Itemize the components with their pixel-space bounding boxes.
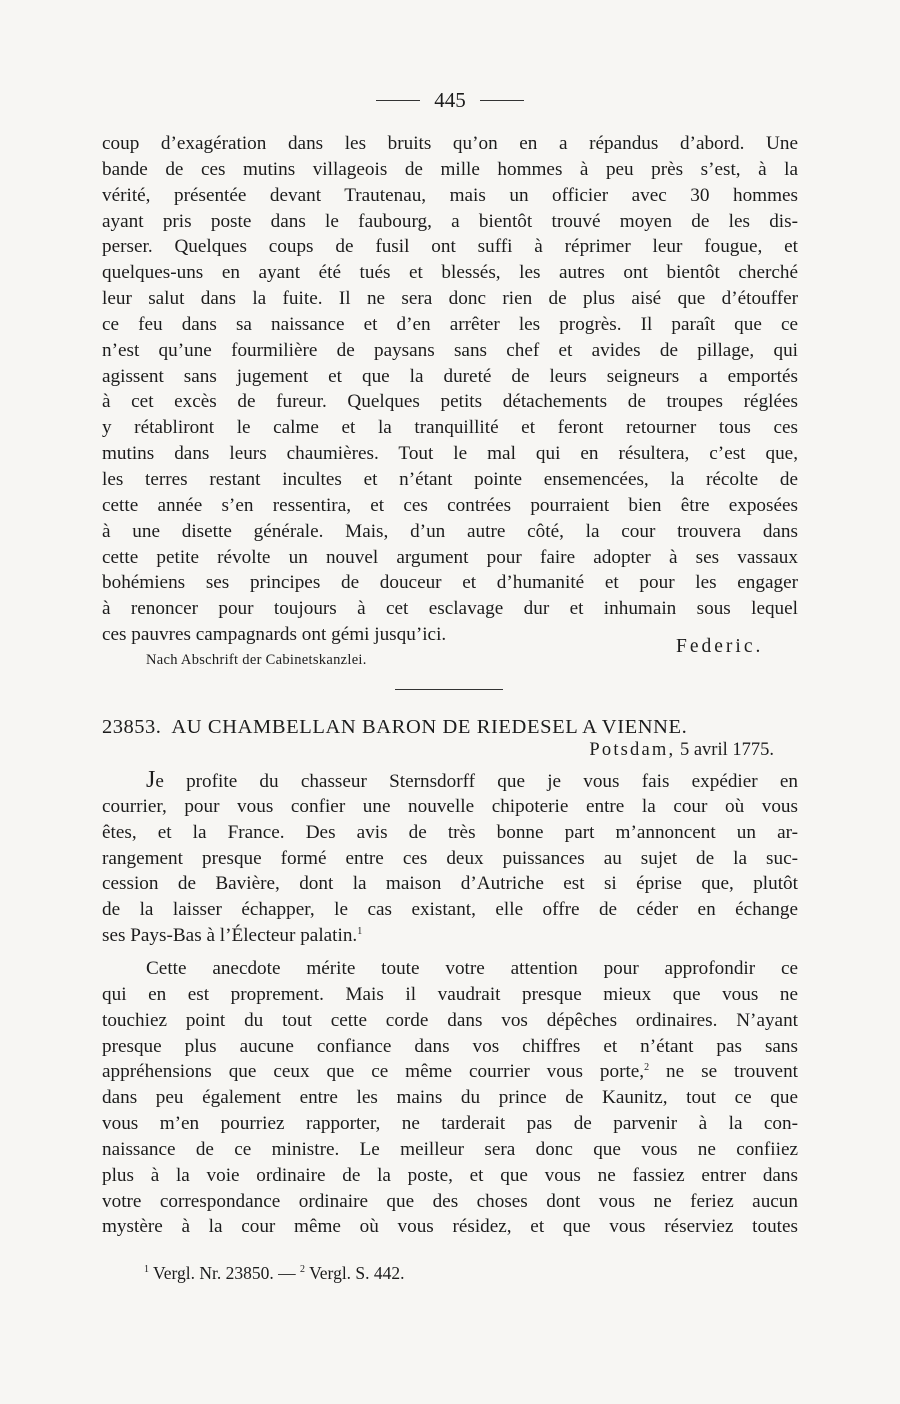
page-header: [0, 88, 900, 113]
text-line: perser. Quelques coups de fusil ont suffi à réprimer leur fougue, et: [102, 236, 798, 258]
signature: Federic.: [676, 636, 764, 657]
text-line: [102, 1059, 798, 1085]
letter-number: 23853.: [102, 716, 162, 738]
paragraph-letter-2: [102, 956, 798, 1240]
text-line: bohémiens ses principes de douceur et d’humanité et pour les engager: [102, 572, 798, 594]
footnote-mark: 2: [300, 1264, 306, 1275]
text-line: mystère à la cour même où vous résidez, et que vous réserviez toutes: [102, 1216, 798, 1238]
text-line: coup d’exagération dans les bruits qu’on en a répandus d’abord. Une: [102, 133, 798, 154]
text-line: ayant pris poste dans le faubourg, a bientôt trouvé moyen de les dis-: [102, 210, 798, 232]
text-line: êtes, et la France. Des avis de très bonne part m’annoncent un ar-: [102, 821, 798, 843]
text-line: agissent sans jugement et que la dureté de leurs seigneurs a emportés: [102, 365, 798, 387]
paragraph-letter-1: [102, 768, 798, 949]
text-line: quelques-uns en ayant été tués et blessés, les autres ont bientôt cherché: [102, 262, 798, 284]
text-line: leur salut dans la fuite. Il ne sera donc rien de plus aisé que d’étouffer: [102, 288, 798, 310]
text-line: touchiez point du tout cette corde dans vos dépêches ordinaires. N’ayant: [102, 1009, 798, 1031]
text-line: vérité, présentée devant Trautenau, mais un officier avec 30 hommes: [102, 184, 798, 206]
text-span: e profite du chasseur Sternsdorff que je vous fais expédier en: [155, 771, 798, 792]
text-line: à renoncer pour toujours à cet esclavage dur et inhumain sous lequel: [102, 598, 798, 620]
text-line: les terres restant incultes et n’étant pointe ensemencées, la récolte de: [102, 468, 798, 490]
text-line: mutins dans leurs chaumières. Tout le mal qui en résultera, c’est que,: [102, 443, 798, 465]
text-line: votre correspondance ordinaire que des choses dont vous ne feriez aucun: [102, 1190, 798, 1212]
text-line: presque plus aucune confiance dans vos chiffres et n’étant pas sans: [102, 1035, 798, 1057]
header-rule-left: [376, 100, 420, 101]
paragraph-continued: [102, 131, 798, 648]
footnote-ref: 1: [357, 926, 363, 938]
text-line: ces pauvres campagnards ont gémi jusqu’ici.: [102, 624, 447, 646]
footnote-mark: 1: [144, 1264, 149, 1275]
letter-dateline: [589, 740, 774, 761]
page-number: 445: [434, 88, 466, 112]
footnote-text: Vergl. S. 442.: [305, 1263, 405, 1283]
section-divider: [395, 689, 503, 690]
text-line: ce feu dans sa naissance et d’en arrêter les progrès. Il paraît que ce: [102, 313, 798, 335]
text-line: à une disette générale. Mais, d’un autre côté, la cour trouvera dans: [102, 520, 798, 542]
letter-place: Potsdam,: [589, 740, 676, 760]
letter-title: AU CHAMBELLAN BARON DE RIEDESEL A VIENNE.: [171, 716, 688, 738]
text-line: qui en est proprement. Mais il vaudrait presque mieux que vous ne: [102, 983, 798, 1005]
header-rule-right: [480, 100, 524, 101]
footnotes: [144, 1263, 405, 1284]
source-note: Nach Abschrift der Cabinetskanzlei.: [146, 652, 367, 668]
text-line: rangement presque formé entre ces deux puissances au sujet de la suc-: [102, 847, 798, 869]
text-line: [102, 768, 798, 794]
text-line: de la laisser échapper, le cas existant, elle offre de céder en échange: [102, 899, 798, 921]
text-line: [102, 923, 798, 949]
letter-heading: [102, 716, 798, 739]
text-line: à cet excès de fureur. Quelques petits détachements de troupes réglées: [102, 391, 798, 413]
initial-letter: J: [146, 768, 156, 793]
footnote-ref: 2: [644, 1062, 650, 1074]
text-span: ses Pays-Bas à l’Électeur palatin.: [102, 925, 358, 947]
text-line: cette année s’en ressentira, et ces contrées pourraient bien être exposées: [102, 494, 798, 516]
text-span: ne se trouvent: [649, 1061, 798, 1083]
text-line: cette petite révolte un nouvel argument pour faire adopter à ses vassaux: [102, 546, 798, 568]
text-line: dans peu également entre les mains du prince de Kaunitz, tout ce que: [102, 1087, 798, 1109]
letter-date: 5 avril 1775.: [679, 740, 774, 760]
text-line: n’est qu’une fourmilière de paysans sans chef et avides de pillage, qui: [102, 339, 798, 361]
text-line: plus à la voie ordinaire de la poste, et que vous ne fassiez entrer dans: [102, 1164, 798, 1186]
text-line: Cette anecdote mérite toute votre attention pour approfondir ce: [146, 958, 798, 979]
text-span: appréhensions que ceux que ce même courrier vous porte,: [102, 1061, 645, 1083]
text-line: bande de ces mutins villageois de mille hommes à peu près s’est, à la: [102, 158, 798, 180]
footnote-text: Vergl. Nr. 23850. —: [149, 1263, 301, 1283]
text-line: courrier, pour vous confier une nouvelle chipoterie entre la cour où vous: [102, 795, 798, 817]
text-line: naissance de ce ministre. Le meilleur sera donc que vous ne confiiez: [102, 1138, 798, 1160]
text-line: y rétabliront le calme et la tranquillité et feront retourner tous ces: [102, 417, 798, 439]
text-line: cession de Bavière, dont la maison d’Autriche est si éprise que, plutôt: [102, 873, 798, 895]
text-line: vous m’en pourriez rapporter, ne tarderait pas de parvenir à la con-: [102, 1113, 798, 1135]
